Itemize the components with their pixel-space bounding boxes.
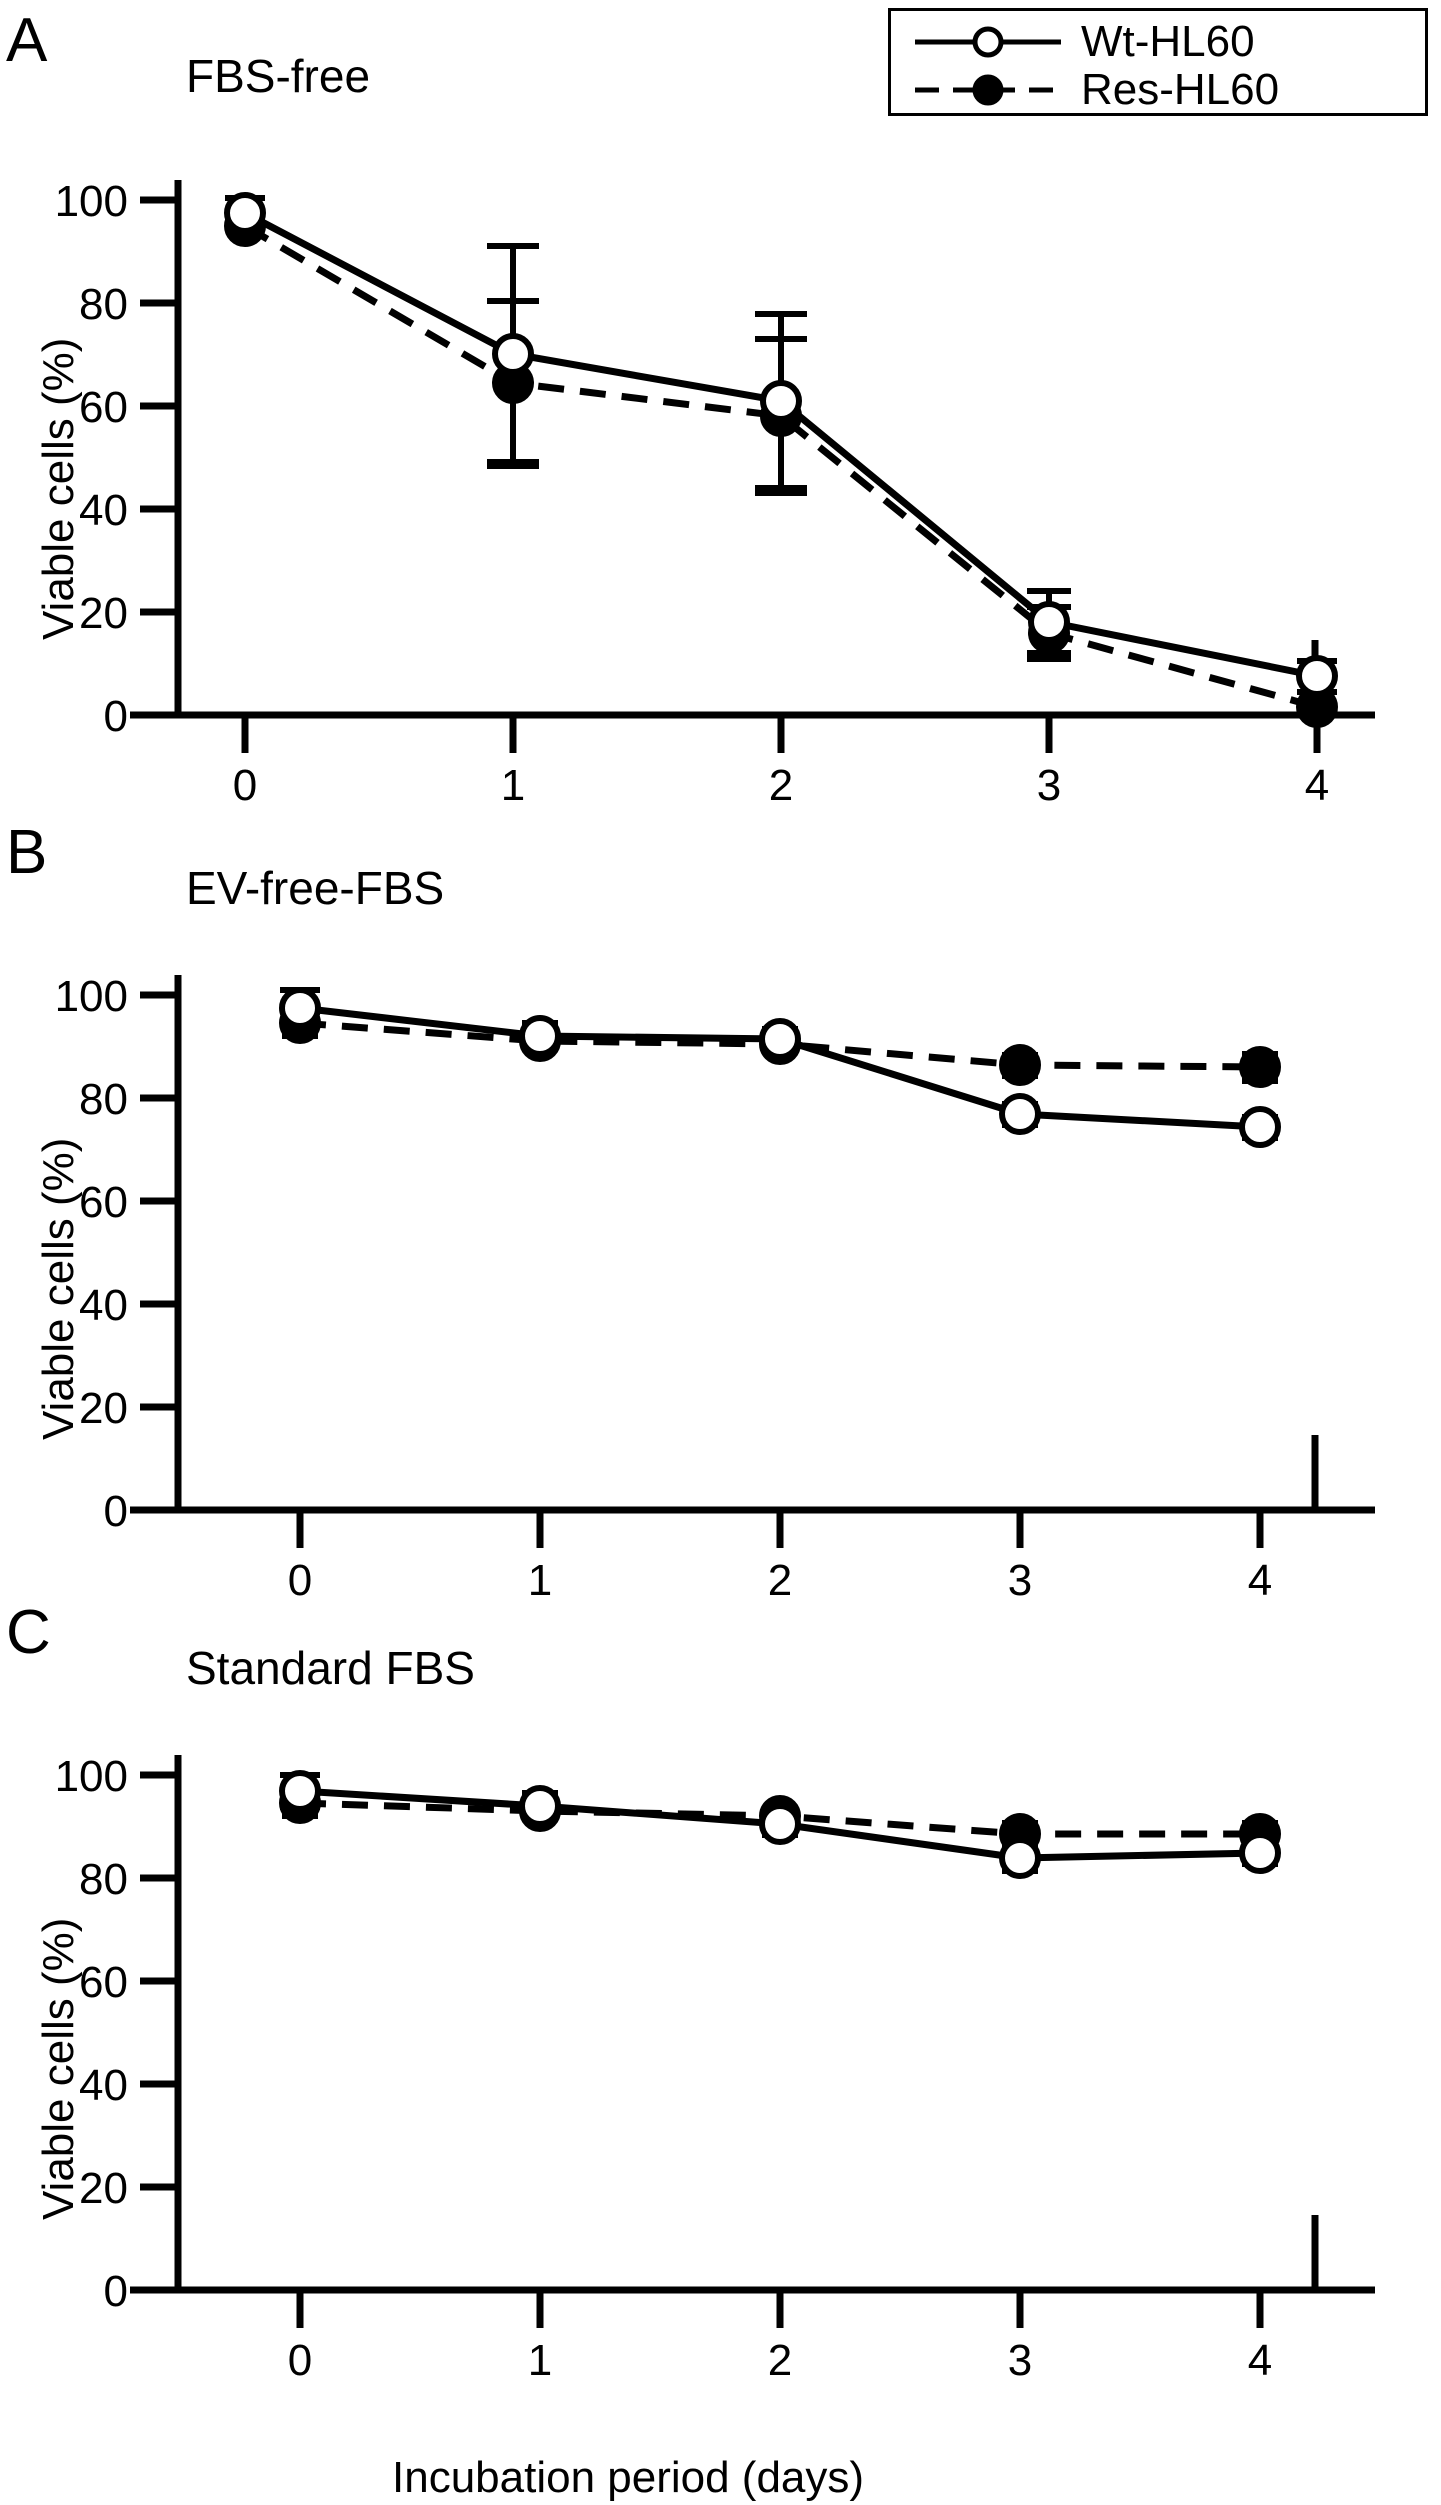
- svg-text:1: 1: [527, 2336, 553, 2385]
- panel-b-letter: B: [6, 818, 48, 887]
- panel-b-plot: [0, 820, 1441, 1605]
- svg-text:4: 4: [1247, 1556, 1273, 1605]
- panel-c: [0, 1600, 1441, 2505]
- x-axis-label: Incubation period (days): [392, 2453, 865, 2502]
- panel-b-title: EV-free-FBS: [186, 862, 445, 914]
- svg-text:4: 4: [1247, 2336, 1273, 2385]
- svg-text:60: 60: [79, 1178, 128, 1227]
- svg-text:100: 100: [54, 177, 128, 226]
- svg-text:4: 4: [1304, 761, 1330, 810]
- svg-text:20: 20: [79, 589, 128, 638]
- svg-text:0: 0: [103, 2267, 128, 2316]
- svg-text:2: 2: [767, 1556, 793, 1605]
- panel-c-plot: [0, 1600, 1441, 2440]
- svg-text:100: 100: [54, 1752, 128, 1801]
- svg-text:2: 2: [767, 2336, 793, 2385]
- series-wt-markers: [282, 1773, 1278, 1876]
- svg-text:80: 80: [79, 280, 128, 329]
- svg-text:1: 1: [500, 761, 526, 810]
- svg-text:40: 40: [79, 1281, 128, 1330]
- panel-b-y-axis-label: Viable cells (%): [34, 1137, 83, 1440]
- svg-text:0: 0: [103, 692, 128, 741]
- panel-a-plot: [0, 0, 1441, 810]
- svg-text:100: 100: [54, 972, 128, 1021]
- svg-text:0: 0: [103, 1487, 128, 1536]
- panel-c-title: Standard FBS: [186, 1642, 475, 1694]
- panel-a-letter: A: [6, 6, 48, 75]
- svg-text:1: 1: [527, 1556, 553, 1605]
- panel-c-y-axis-label: Viable cells (%): [34, 1917, 83, 2220]
- svg-text:2: 2: [768, 761, 794, 810]
- svg-text:60: 60: [79, 1958, 128, 2007]
- svg-text:0: 0: [287, 2336, 313, 2385]
- svg-text:80: 80: [79, 1855, 128, 1904]
- svg-text:20: 20: [79, 1384, 128, 1433]
- panel-a-title: FBS-free: [186, 50, 371, 102]
- svg-text:0: 0: [287, 1556, 313, 1605]
- panel-a: [0, 0, 1441, 810]
- panel-c-letter: C: [6, 1598, 51, 1667]
- svg-text:20: 20: [79, 2164, 128, 2213]
- svg-text:60: 60: [79, 383, 128, 432]
- svg-text:0: 0: [232, 761, 258, 810]
- panel-b: [0, 818, 1441, 1605]
- svg-text:3: 3: [1007, 1556, 1033, 1605]
- svg-text:40: 40: [79, 486, 128, 535]
- svg-text:40: 40: [79, 2061, 128, 2110]
- svg-text:3: 3: [1007, 2336, 1033, 2385]
- legend-label-res: Res-HL60: [1081, 65, 1280, 114]
- legend-label-wt: Wt-HL60: [1081, 17, 1255, 66]
- svg-text:80: 80: [79, 1075, 128, 1124]
- svg-text:3: 3: [1036, 761, 1062, 810]
- panel-a-y-axis-label: Viable cells (%): [34, 337, 83, 640]
